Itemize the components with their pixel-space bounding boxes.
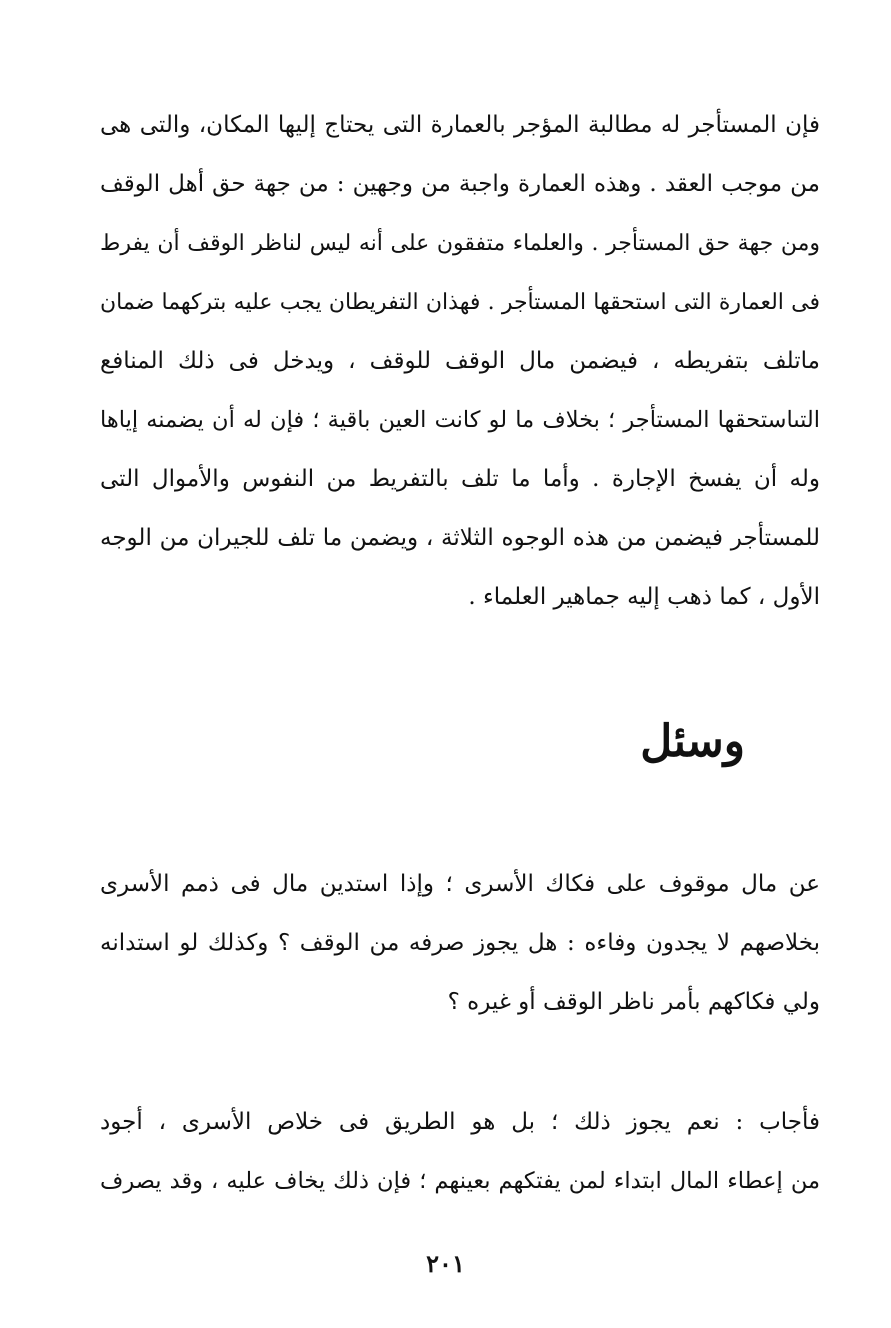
text-line: من موجب العقد . وهذه العمارة واجبة من وجهين : من جهة حق أهل الوقف (100, 171, 820, 197)
text-line: ومن جهة حق المستأجر . والعلماء متفقون على أنه ليس لناظر الوقف أن يفرط (100, 231, 820, 256)
paragraph-waqf-repairs (100, 96, 820, 627)
section-heading: وسئل (640, 716, 745, 767)
text-line: الأول ، كما ذهب إليه جماهير العلماء . (468, 584, 820, 610)
text-line: التىاستحقها المستأجر ؛ بخلاف ما لو كانت العين باقية ؛ فإن له أن يضمنه إياها (100, 407, 820, 433)
paragraph-answer (100, 1093, 820, 1211)
text-line: ماتلف بتفريطه ، فيضمن مال الوقف للوقف ، ويدخل فى ذلك المنافع (100, 348, 820, 374)
text-line: للمستأجر فيضمن من هذه الوجوه الثلاثة ، ويضمن ما تلف للجيران من الوجه (100, 525, 820, 551)
text-line: من إعطاء المال ابتداء لمن يفتكهم بعينهم ؛ فإن ذلك يخاف عليه ، وقد يصرف (100, 1168, 820, 1194)
text-line: فأجاب : نعم يجوز ذلك ؛ بل هو الطريق فى خلاص الأسرى ، أجود (100, 1109, 820, 1135)
text-line: بخلاصهم لا يجدون وفاءه : هل يجوز صرفه من الوقف ؟ وكذلك لو استدانه (100, 930, 820, 956)
text-line: فإن المستأجر له مطالبة المؤجر بالعمارة التى يحتاج إليها المكان، والتى هى (100, 112, 820, 138)
text-line: وله أن يفسخ الإجارة . وأما ما تلف بالتفريط من النفوس والأموال التى (100, 466, 820, 492)
text-line: عن مال موقوف على فكاك الأسرى ؛ وإذا استدين مال فى ذمم الأسرى (100, 871, 820, 897)
paragraph-question (100, 855, 820, 1032)
text-line: فى العمارة التى استحقها المستأجر . فهذان التفريطان يجب عليه بتركهما ضمان (100, 290, 820, 315)
text-line: ولي فكاكهم بأمر ناظر الوقف أو غيره ؟ (447, 989, 820, 1015)
page-number: ٢٠١ (426, 1249, 465, 1278)
